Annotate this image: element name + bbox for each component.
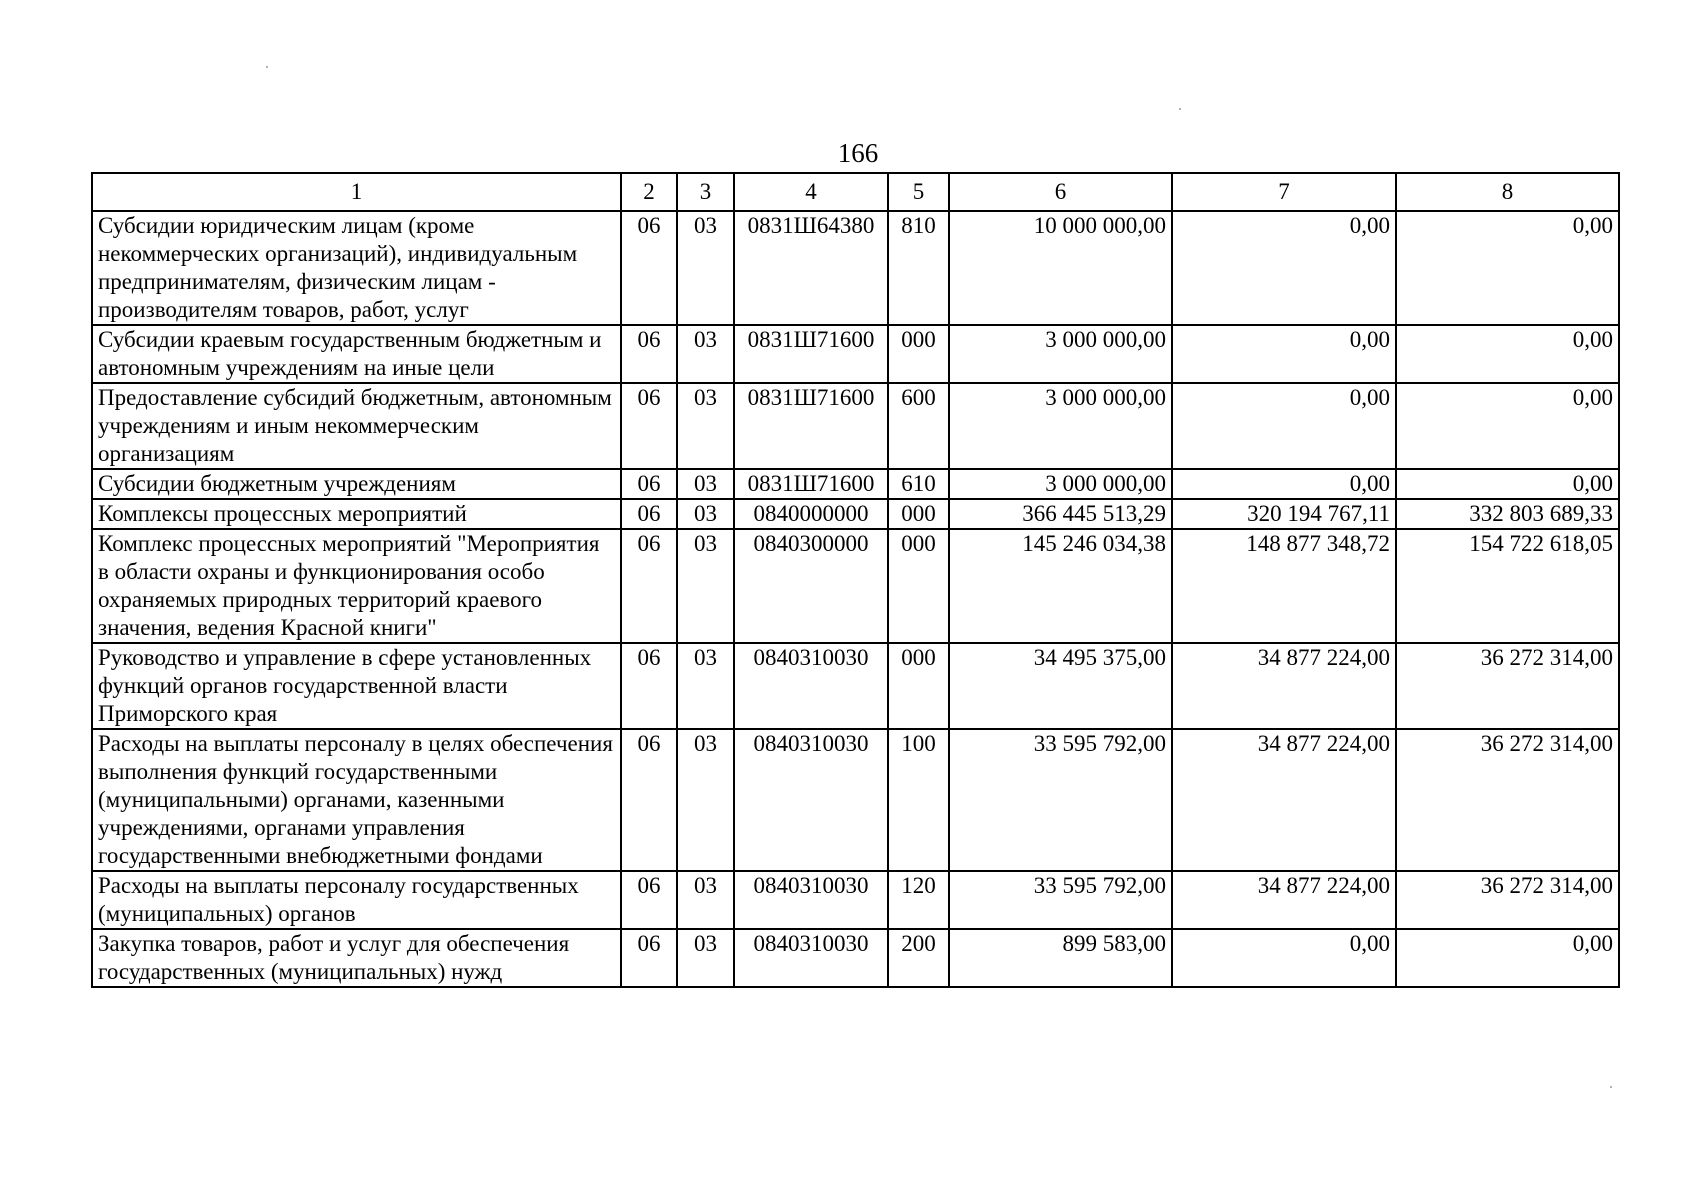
item-name-cell: Закупка товаров, работ и услуг для обеспечения государственных (муниципальных) нужд — [92, 929, 621, 987]
table-row — [92, 643, 1619, 729]
subsection-code-cell: 03 — [677, 469, 734, 499]
subsection-code-cell: 03 — [677, 643, 734, 729]
table-row — [92, 325, 1619, 383]
expense-type-cell: 120 — [888, 871, 949, 929]
section-code-cell: 06 — [621, 729, 677, 871]
column-header-5: 5 — [888, 173, 949, 211]
amount-col8-cell: 36 272 314,00 — [1396, 729, 1619, 871]
item-name-cell: Руководство и управление в сфере установленных функций органов государственной власти Приморского края — [92, 643, 621, 729]
subsection-code-cell: 03 — [677, 325, 734, 383]
item-name-cell: Субсидии юридическим лицам (кроме некоммерческих организаций), индивидуальным предпринимателям, физическим лицам - производителям товаров, работ, услуг — [92, 211, 621, 325]
section-code-cell: 06 — [621, 529, 677, 643]
section-code-cell: 06 — [621, 469, 677, 499]
item-name-cell: Расходы на выплаты персоналу в целях обеспечения выполнения функций государственными (муниципальными) органами, казенными учреждениями, органами управления государственными внебюджетными фондами — [92, 729, 621, 871]
column-header-6: 6 — [949, 173, 1172, 211]
amount-col8-cell: 0,00 — [1396, 211, 1619, 325]
target-article-cell: 0831Ш64380 — [734, 211, 888, 325]
amount-col6-cell: 3 000 000,00 — [949, 383, 1172, 469]
amount-col7-cell: 0,00 — [1172, 469, 1396, 499]
amount-col7-cell: 0,00 — [1172, 211, 1396, 325]
table-row — [92, 529, 1619, 643]
amount-col7-cell: 0,00 — [1172, 325, 1396, 383]
item-name-cell: Расходы на выплаты персоналу государственных (муниципальных) органов — [92, 871, 621, 929]
section-code-cell: 06 — [621, 929, 677, 987]
amount-col7-cell: 0,00 — [1172, 383, 1396, 469]
amount-col8-cell: 154 722 618,05 — [1396, 529, 1619, 643]
subsection-code-cell: 03 — [677, 929, 734, 987]
expense-type-cell: 810 — [888, 211, 949, 325]
budget-table — [91, 172, 1620, 988]
amount-col8-cell: 0,00 — [1396, 383, 1619, 469]
expense-type-cell: 200 — [888, 929, 949, 987]
amount-col6-cell: 33 595 792,00 — [949, 729, 1172, 871]
item-name-cell: Комплексы процессных мероприятий — [92, 499, 621, 529]
target-article-cell: 0840310030 — [734, 929, 888, 987]
target-article-cell: 0840300000 — [734, 529, 888, 643]
item-name-cell: Субсидии бюджетным учреждениям — [92, 469, 621, 499]
expense-type-cell: 610 — [888, 469, 949, 499]
scan-speck — [266, 66, 268, 68]
subsection-code-cell: 03 — [677, 871, 734, 929]
scan-speck — [1179, 108, 1181, 110]
table-row — [92, 929, 1619, 987]
scan-speck — [1610, 1086, 1612, 1088]
amount-col6-cell: 3 000 000,00 — [949, 325, 1172, 383]
table-row — [92, 469, 1619, 499]
table-row — [92, 211, 1619, 325]
section-code-cell: 06 — [621, 871, 677, 929]
column-header-3: 3 — [677, 173, 734, 211]
item-name-cell: Предоставление субсидий бюджетным, автономным учреждениям и иным некоммерческим организациям — [92, 383, 621, 469]
amount-col8-cell: 332 803 689,33 — [1396, 499, 1619, 529]
subsection-code-cell: 03 — [677, 383, 734, 469]
amount-col6-cell: 10 000 000,00 — [949, 211, 1172, 325]
target-article-cell: 0840310030 — [734, 643, 888, 729]
section-code-cell: 06 — [621, 211, 677, 325]
target-article-cell: 0840310030 — [734, 871, 888, 929]
target-article-cell: 0831Ш71600 — [734, 325, 888, 383]
expense-type-cell: 000 — [888, 529, 949, 643]
header-row — [92, 173, 1619, 211]
amount-col6-cell: 34 495 375,00 — [949, 643, 1172, 729]
page-number: 166 — [837, 138, 879, 168]
amount-col7-cell: 34 877 224,00 — [1172, 643, 1396, 729]
amount-col7-cell: 148 877 348,72 — [1172, 529, 1396, 643]
section-code-cell: 06 — [621, 383, 677, 469]
column-header-7: 7 — [1172, 173, 1396, 211]
table-row — [92, 729, 1619, 871]
target-article-cell: 0831Ш71600 — [734, 383, 888, 469]
column-header-8: 8 — [1396, 173, 1619, 211]
amount-col7-cell: 320 194 767,11 — [1172, 499, 1396, 529]
target-article-cell: 0831Ш71600 — [734, 469, 888, 499]
item-name-cell: Комплекс процессных мероприятий "Мероприятия в области охраны и функционирования особо охраняемых природных территорий краевого значения, ведения Красной книги" — [92, 529, 621, 643]
target-article-cell: 0840000000 — [734, 499, 888, 529]
table-row — [92, 383, 1619, 469]
amount-col8-cell: 36 272 314,00 — [1396, 643, 1619, 729]
section-code-cell: 06 — [621, 325, 677, 383]
amount-col7-cell: 34 877 224,00 — [1172, 729, 1396, 871]
amount-col8-cell: 36 272 314,00 — [1396, 871, 1619, 929]
table-row — [92, 499, 1619, 529]
amount-col8-cell: 0,00 — [1396, 325, 1619, 383]
target-article-cell: 0840310030 — [734, 729, 888, 871]
expense-type-cell: 000 — [888, 643, 949, 729]
subsection-code-cell: 03 — [677, 729, 734, 871]
column-header-2: 2 — [621, 173, 677, 211]
amount-col7-cell: 34 877 224,00 — [1172, 871, 1396, 929]
amount-col6-cell: 33 595 792,00 — [949, 871, 1172, 929]
item-name-cell: Субсидии краевым государственным бюджетным и автономным учреждениям на иные цели — [92, 325, 621, 383]
table-row — [92, 871, 1619, 929]
subsection-code-cell: 03 — [677, 499, 734, 529]
expense-type-cell: 000 — [888, 325, 949, 383]
subsection-code-cell: 03 — [677, 529, 734, 643]
amount-col8-cell: 0,00 — [1396, 469, 1619, 499]
amount-col6-cell: 366 445 513,29 — [949, 499, 1172, 529]
amount-col6-cell: 3 000 000,00 — [949, 469, 1172, 499]
amount-col8-cell: 0,00 — [1396, 929, 1619, 987]
amount-col6-cell: 145 246 034,38 — [949, 529, 1172, 643]
table-body — [92, 211, 1619, 987]
expense-type-cell: 600 — [888, 383, 949, 469]
subsection-code-cell: 03 — [677, 211, 734, 325]
section-code-cell: 06 — [621, 499, 677, 529]
expense-type-cell: 100 — [888, 729, 949, 871]
column-header-4: 4 — [734, 173, 888, 211]
column-header-1: 1 — [92, 173, 621, 211]
section-code-cell: 06 — [621, 643, 677, 729]
amount-col7-cell: 0,00 — [1172, 929, 1396, 987]
expense-type-cell: 000 — [888, 499, 949, 529]
amount-col6-cell: 899 583,00 — [949, 929, 1172, 987]
